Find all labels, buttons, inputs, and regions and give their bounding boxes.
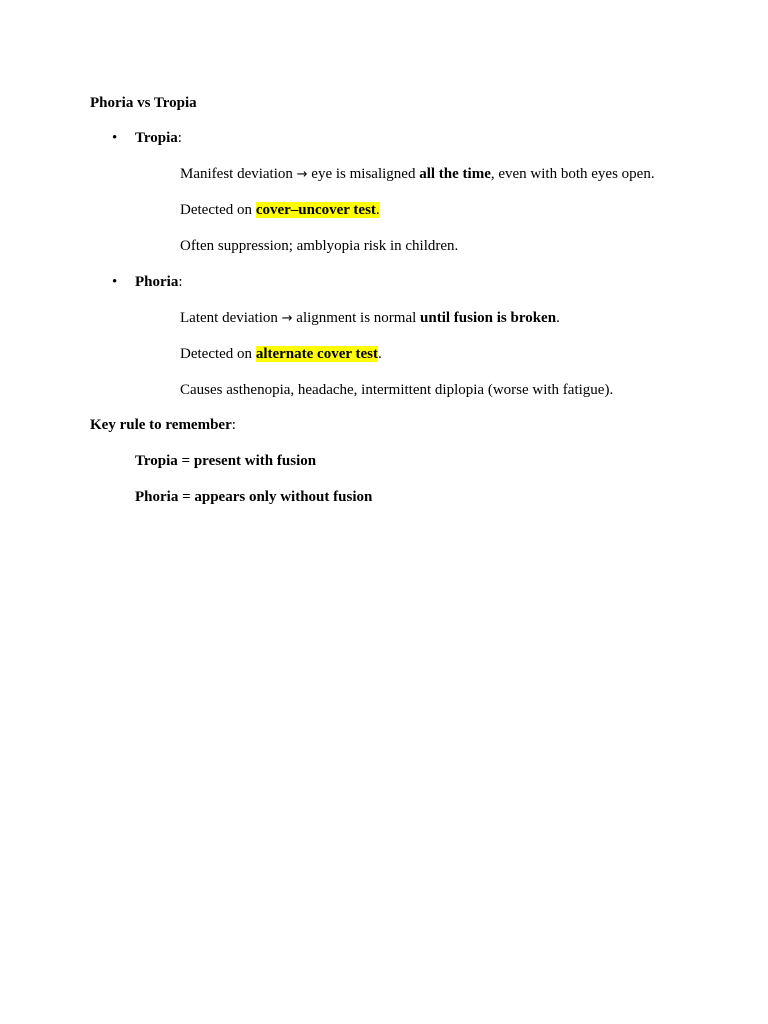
tropia-detect-test: cover–uncover test <box>255 202 376 218</box>
key-rule-heading-line <box>90 416 236 434</box>
tropia-def-bold: all the time <box>419 166 491 182</box>
bullet-tropia: • <box>112 130 118 146</box>
phoria-heading-colon: : <box>178 274 183 290</box>
key-rule-colon: : <box>231 417 236 433</box>
phoria-detect-pre: Detected on <box>180 346 256 362</box>
phoria-definition <box>180 309 560 328</box>
key-rule-heading: Key rule to remember <box>90 417 232 433</box>
phoria-note: Causes asthenopia, headache, intermittent diplopia (worse with fatigue). <box>180 382 614 398</box>
tropia-detect-pre: Detected on <box>180 202 256 218</box>
tropia-heading-colon: : <box>177 130 182 146</box>
tropia-heading: Tropia <box>135 130 178 146</box>
phoria-def-bold: until fusion is broken <box>420 310 557 326</box>
tropia-detect-post: . <box>375 202 380 218</box>
right-arrow-icon: → <box>281 311 293 326</box>
phoria-heading: Phoria <box>135 274 179 290</box>
phoria-def-mid: alignment is normal <box>292 310 421 326</box>
tropia-def-mid: eye is misaligned <box>307 166 420 182</box>
phoria-def-post: . <box>556 310 560 326</box>
phoria-detect-post: . <box>377 346 382 362</box>
key-rule-tropia: Tropia = present with fusion <box>135 453 317 469</box>
document-title: Phoria vs Tropia <box>90 95 197 111</box>
bullet-phoria: • <box>112 274 118 290</box>
tropia-note: Often suppression; amblyopia risk in children. <box>180 238 459 254</box>
tropia-definition <box>180 165 655 184</box>
phoria-heading-line <box>135 273 183 291</box>
tropia-heading-line <box>135 129 182 147</box>
tropia-detection <box>180 201 380 219</box>
right-arrow-icon: → <box>296 167 308 182</box>
phoria-detect-test: alternate cover test <box>255 346 378 362</box>
tropia-def-post: , even with both eyes open. <box>490 166 655 182</box>
phoria-def-pre: Latent deviation <box>180 310 282 326</box>
phoria-detection <box>180 345 382 363</box>
key-rule-phoria: Phoria = appears only without fusion <box>135 489 373 505</box>
tropia-def-pre: Manifest deviation <box>180 166 297 182</box>
